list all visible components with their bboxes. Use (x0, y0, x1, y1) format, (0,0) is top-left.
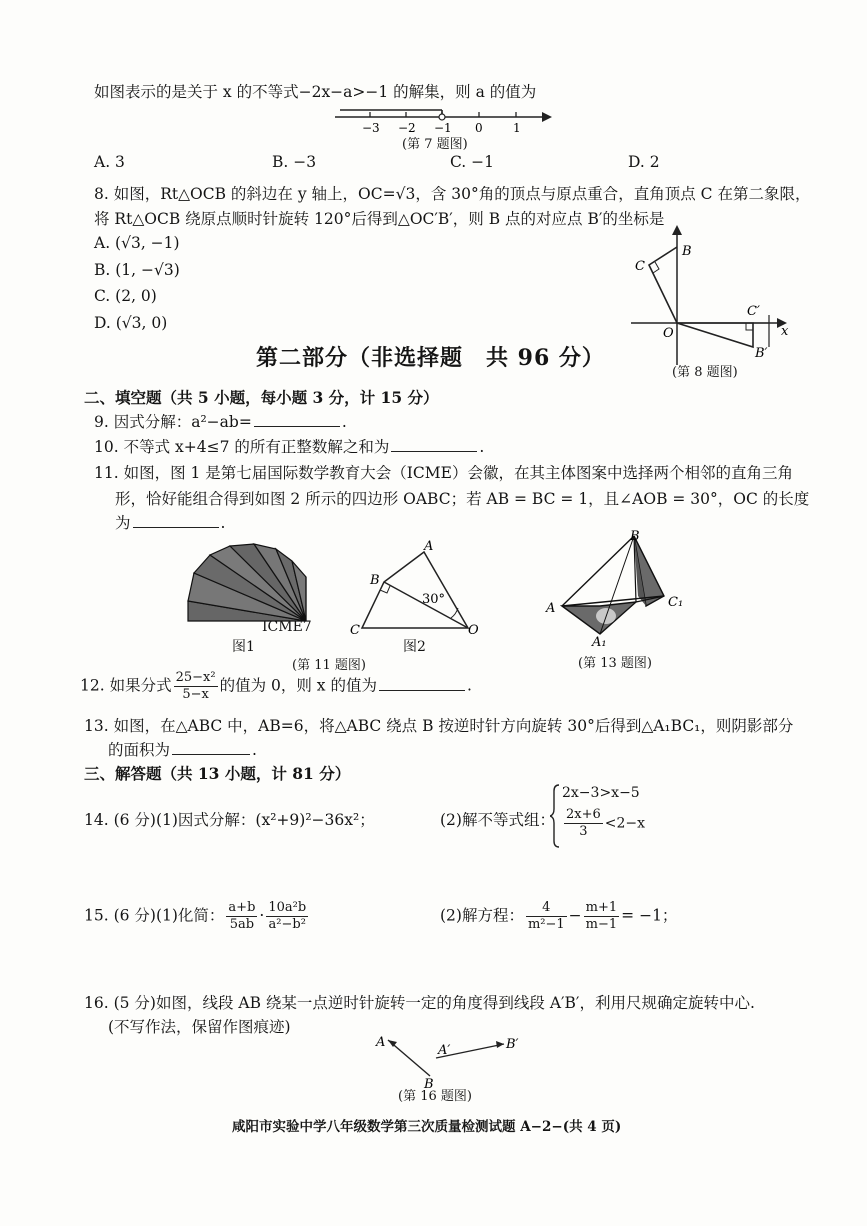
q11-fig2-caption: 图2 (403, 639, 426, 655)
q8-figure (625, 225, 800, 375)
q12: 12. 如果分式 $\frac{\text{25−x²}}{5-x}$ 的值为 0，则 x 的值为 . (80, 670, 472, 702)
q11-fig2 (346, 538, 486, 638)
svg-text:B′: B′ (755, 346, 768, 361)
q14-part2: (2)解不等式组： (440, 811, 555, 829)
svg-text:B: B (424, 1077, 434, 1090)
svg-text:B: B (370, 573, 380, 588)
svg-text:B′: B′ (506, 1037, 519, 1052)
q12-fraction: $\frac{\text{25−x²}}{5-x}$ (175, 670, 216, 702)
q8-caption: (第 8 题图) (672, 365, 738, 380)
q8-option-b: B. (1, −√3) (94, 261, 180, 279)
q7-caption: (第 7 题图) (402, 137, 468, 152)
svg-text:C₁: C₁ (668, 595, 684, 610)
svg-text:B: B (682, 244, 692, 259)
q11-fig1-caption: 图1 (232, 639, 255, 655)
q16-line2: (不写作法，保留作图痕迹) (108, 1018, 291, 1036)
svg-text:B: B (630, 530, 640, 544)
q7-option-d: D. 2 (628, 153, 660, 171)
svg-text:O: O (663, 326, 674, 341)
q11-caption: (第 11 题图) (292, 658, 366, 673)
q10: 10. 不等式 x+4≤7 的所有正整数解之和为 . (94, 438, 485, 456)
q8-line2: 将 Rt△OCB 绕原点顺时针旋转 120°后得到△OC′B′，则 B 点的对应点 B′的坐标是 (94, 210, 665, 228)
section3-heading: 三、解答题（共 13 小题，计 81 分） (84, 764, 351, 783)
q16-line1: 16. (5 分)如图，线段 AB 绕某一点逆时针旋转一定的角度得到线段 A′B′，利用尺规确定旋转中心. (84, 994, 755, 1012)
q7-tick: 1 (513, 121, 521, 135)
q13-figure (540, 530, 690, 648)
q11-line1: 11. 如图，图 1 是第七届国际数学教育大会（ICME）会徽，在其主体图案中选择两个相邻的直角三角 (94, 464, 793, 482)
svg-text:A: A (546, 601, 556, 616)
svg-text:x: x (781, 324, 789, 339)
q14-part1: 14. (6 分)(1)因式分解：(x²+9)²−36x²； (84, 811, 375, 829)
q13-caption: (第 13 题图) (578, 656, 652, 671)
svg-text:A: A (376, 1035, 386, 1050)
svg-text:A₁: A₁ (592, 635, 607, 648)
q11-fig1-label: ICME7 (262, 619, 312, 635)
q9: 9. 因式分解：a²−ab= . (94, 413, 347, 431)
q16-figure (370, 1030, 540, 1090)
q8-line1: 8. 如图，Rt△OCB 的斜边在 y 轴上，OC=√3，含 30°角的顶点与原点重合，直角顶点 C 在第二象限， (94, 185, 811, 203)
svg-text:O: O (468, 623, 479, 638)
q13-line2: 的面积为 . (108, 741, 257, 759)
q7-tick: −2 (398, 121, 416, 135)
q7-option-a: A. 3 (94, 153, 125, 171)
q11-fig1-icme-emblem (184, 543, 314, 623)
q14-ineq1: 2x−3>x−5 (562, 785, 640, 801)
q7-option-c: C. −1 (450, 153, 495, 171)
part2-title: 第二部分（非选择题 共 96 分） (256, 345, 605, 371)
q14-ineq2: $\frac{2x+6}{3}$ <2−x (566, 807, 646, 839)
q15-part1: 15. (6 分)(1)化简： $\frac{a+b}{5ab}$ · $\frac{\text{10a²b}}{\text{a²−b²}}$ (84, 900, 307, 932)
q8-option-d: D. (√3, 0) (94, 314, 168, 332)
q7-tick: 0 (475, 121, 483, 135)
q11-line2: 形，恰好能组合得到如图 2 所示的四边形 OABC；若 AB = BC = 1，且∠AOB = 30°，OC 的长度 (115, 490, 810, 508)
q13-line1: 13. 如图，在△ABC 中，AB=6，将△ABC 绕点 B 按逆时针方向旋转 30°后得到△A₁BC₁，则阴影部分 (84, 717, 794, 735)
section2-heading: 二、填空题（共 5 小题，每小题 3 分，计 15 分） (84, 388, 439, 407)
q7-option-b: B. −3 (272, 153, 317, 171)
q15-part2: (2)解方程： $\frac{4}{\text{m²−1}}$ − $\frac{m+1}{m-1}$ = −1； (440, 900, 678, 932)
q8-option-c: C. (2, 0) (94, 287, 157, 305)
svg-text:A: A (424, 539, 434, 554)
q7-tick: −3 (362, 121, 380, 135)
svg-text:A′: A′ (438, 1043, 451, 1058)
svg-text:30°: 30° (422, 592, 446, 607)
svg-text:C′: C′ (747, 304, 760, 319)
page-footer: 咸阳市实验中学八年级数学第三次质量检测试题 A−2−(共 4 页) (232, 1119, 622, 1135)
q7-stem: 如图表示的是关于 x 的不等式−2x−a>−1 的解集，则 a 的值为 (94, 83, 537, 101)
svg-text:C: C (350, 623, 360, 638)
svg-text:C: C (635, 259, 645, 274)
q8-option-a: A. (√3, −1) (94, 234, 180, 252)
q16-caption: (第 16 题图) (398, 1089, 472, 1104)
q11-line3: 为 . (115, 514, 226, 532)
q7-tick: −1 (434, 121, 452, 135)
